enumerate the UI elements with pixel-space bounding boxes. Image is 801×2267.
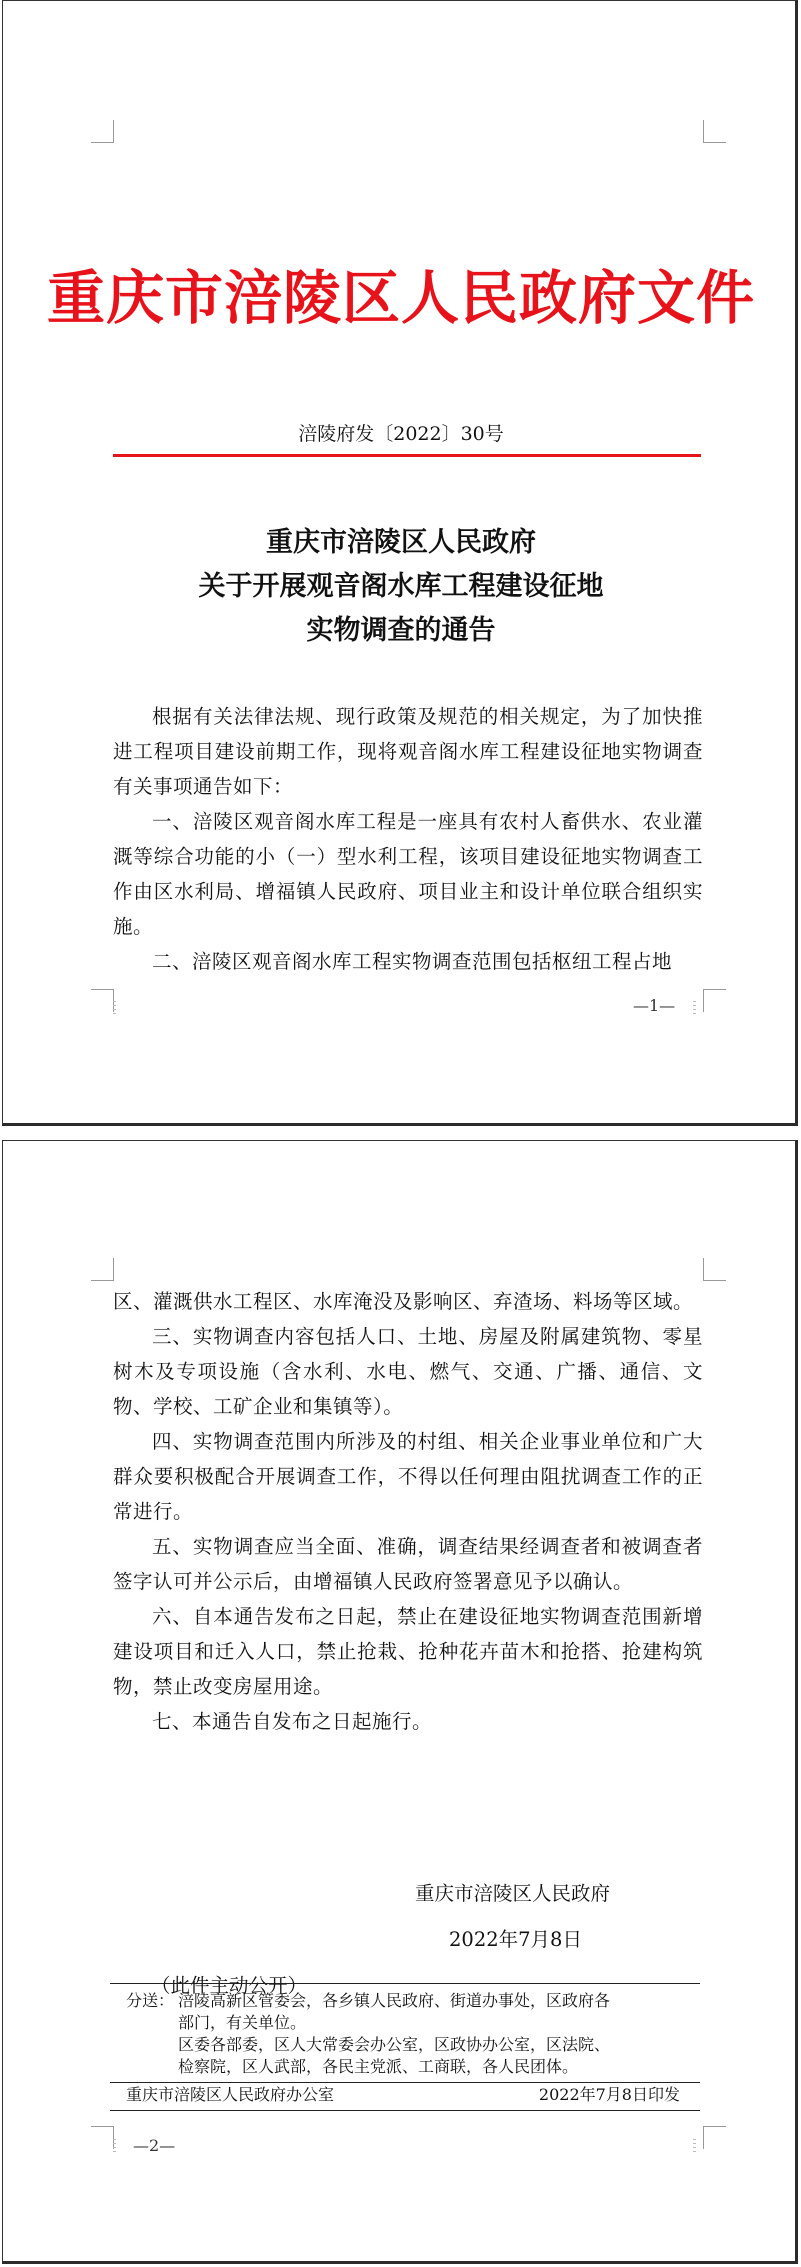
distribution-label: 分送： <box>126 1991 175 2010</box>
crop-mark <box>91 2126 114 2149</box>
title-line: 重庆市涪陵区人民政府 <box>266 527 536 558</box>
print-footer <box>110 2080 700 2111</box>
page-number: —1— <box>633 996 676 1015</box>
distribution-line: 部门，有关单位。 <box>178 2013 307 2032</box>
title-line: 关于开展观音阁水库工程建设征地 <box>198 571 604 602</box>
title-line: 实物调查的通告 <box>306 615 496 646</box>
body-text <box>113 699 703 979</box>
issuer-name: 重庆市涪陵区人民政府 <box>415 1882 611 1905</box>
red-separator-line <box>113 454 701 457</box>
paragraph: 一、涪陵区观音阁水库工程是一座具有农村人畜供水、农业灌溉等综合功能的小（一）型水利工程，该项目建设征地实物调查工作由区水利局、增福镇人民政府、项目业主和设计单位联合组织实施。 <box>113 810 703 938</box>
paragraph: 二、涪陵区观音阁水库工程实物调查范围包括枢纽工程占地 <box>152 950 673 973</box>
paragraph: 四、实物调查范围内所涉及的村组、相关企业事业单位和广大群众要积极配合开展调查工作，不得以任何理由阻扰调查工作的正常进行。 <box>113 1430 703 1523</box>
paragraph: 区、灌溉供水工程区、水库淹没及影响区、弃渣场、料场等区域。 <box>113 1290 694 1313</box>
page-number: —2— <box>133 2136 176 2155</box>
margin-dots <box>113 1001 116 1015</box>
document-number: 涪陵府发〔2022〕30号 <box>298 423 504 445</box>
margin-dots <box>693 1001 696 1015</box>
crop-mark <box>703 989 726 1012</box>
document-masthead: 重庆市涪陵区人民政府文件 <box>46 264 755 332</box>
distribution-list <box>110 1983 700 2083</box>
margin-dots <box>113 2139 116 2153</box>
crop-mark <box>703 120 726 143</box>
paragraph: 根据有关法律法规、现行政策及规范的相关规定，为了加快推进工程项目建设前期工作，现将观音阁水库工程建设征地实物调查有关事项通告如下： <box>113 705 703 798</box>
issue-date: 2022年7月8日 <box>449 1928 582 1951</box>
paragraph: 五、实物调查应当全面、准确，调查结果经调查者和被调查者签字认可并公示后，由增福镇人民政府签署意见予以确认。 <box>113 1535 703 1593</box>
distribution-line: 涪陵高新区管委会，各乡镇人民政府、街道办事处，区政府各 <box>178 1991 611 2010</box>
distribution-line: 区委各部委，区人大常委会办公室，区政协办公室，区法院、 <box>178 2035 611 2054</box>
paragraph: 三、实物调查内容包括人口、土地、房屋及附属建筑物、零星树木及专项设施（含水利、水电、燃气、交通、广播、通信、文物、学校、工矿企业和集镇等）。 <box>113 1325 703 1418</box>
crop-mark <box>703 2126 726 2149</box>
margin-dots <box>693 2139 696 2153</box>
crop-mark <box>703 1258 726 1281</box>
issuing-office: 重庆市涪陵区人民政府办公室 <box>126 2085 335 2104</box>
paragraph: 七、本通告自发布之日起施行。 <box>152 1710 433 1733</box>
document-title <box>3 521 799 653</box>
print-date: 2022年7月8日印发 <box>538 2085 680 2104</box>
paragraph: 六、自本通告发布之日起，禁止在建设征地实物调查范围新增建设项目和迁入人口，禁止抢栽、抢种花卉苗木和抢搭、抢建构筑物，禁止改变房屋用途。 <box>113 1605 703 1698</box>
crop-mark <box>91 989 114 1012</box>
crop-mark <box>91 1258 114 1281</box>
crop-mark <box>91 120 114 143</box>
document-page-1 <box>2 0 798 1126</box>
body-text <box>113 1284 703 1739</box>
distribution-line: 检察院，区人武部，各民主党派、工商联，各人民团体。 <box>178 2057 579 2076</box>
public-note: （此件主动公开） <box>151 1974 308 1997</box>
